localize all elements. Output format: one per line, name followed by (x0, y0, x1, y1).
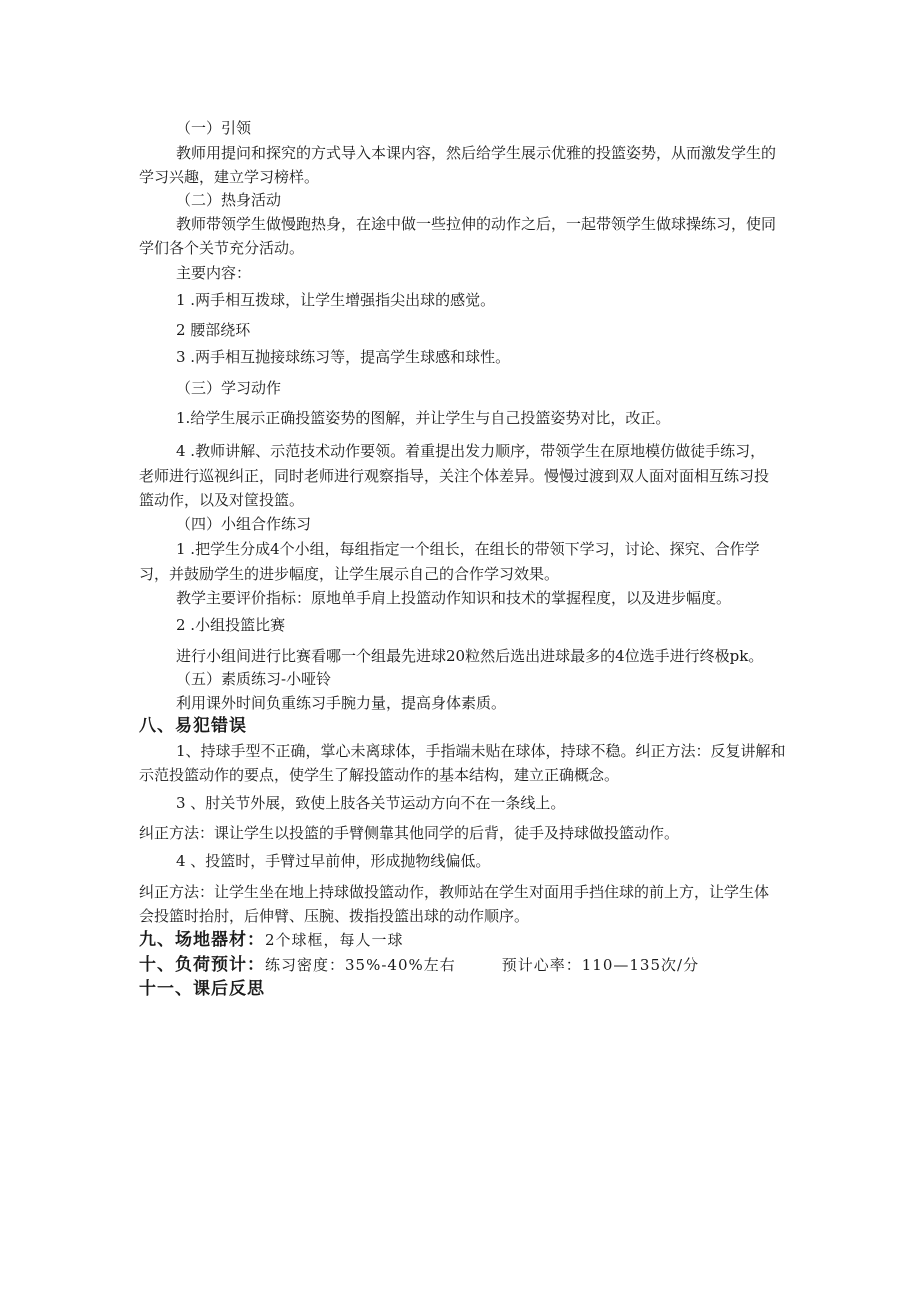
section-4-item-2: 2 .小组投篮比赛 (176, 616, 286, 634)
section-5-title: （五）素质练习-小哑铃 (176, 670, 332, 688)
equipment-heading: 九、场地器材： (139, 930, 265, 950)
equipment-text: 2个球框，每人一球 (265, 931, 404, 949)
section-2-item-1: 1 .两手相互拨球，让学生增强指尖出球的感觉。 (176, 291, 496, 309)
error-3-correction: 纠正方法：课让学生以投篮的手臂侧靠其他同学的后背，徒手及持球做投篮动作。 (139, 824, 680, 842)
section-3-item-4-line-2: 老师进行巡视纠正，同时老师进行观察指导，关注个体差异。慢慢过渡到双人面对面相互练习投 (139, 467, 770, 485)
error-4-correction-line-1: 纠正方法：让学生坐在地上持球做投篮动作，教师站在学生对面用手挡住球的前上方，让学生体 (139, 883, 770, 901)
section-4-title: （四）小组合作练习 (176, 515, 312, 533)
equipment-line (139, 930, 404, 950)
section-1-paragraph-line-2: 学习兴趣，建立学习榜样。 (139, 168, 320, 186)
section-5-paragraph: 利用课外时间负重练习手腕力量，提高身体素质。 (176, 694, 507, 712)
error-1-line-2: 示范投篮动作的要点，使学生了解投篮动作的基本结构，建立正确概念。 (139, 766, 620, 784)
section-4-item-2-paragraph: 进行小组间进行比赛看哪一个组最先进球20粒然后选出进球最多的4位选手进行终极pk。 (176, 647, 764, 665)
section-2-title: （二）热身活动 (176, 191, 282, 209)
error-4: 4 、投篮时，手臂过早前伸，形成抛物线偏低。 (176, 852, 491, 870)
section-2-main-content-label: 主要内容： (176, 264, 252, 282)
load-heading: 十、负荷预计： (139, 955, 265, 975)
section-1-title: （一）引领 (176, 119, 252, 137)
reflection-heading: 十一、课后反思 (139, 979, 265, 999)
load-density: 练习密度：35%-40%左右 (265, 956, 456, 974)
section-3-item-4-line-1: 4 .教师讲解、示范技术动作要领。着重提出发力顺序，带领学生在原地模仿做徒手练习， (176, 442, 766, 460)
section-2-item-2: 2 腰部绕环 (176, 321, 251, 339)
load-line (139, 955, 699, 975)
error-1-line-1: 1、持球手型不正确，掌心未离球体，手指端未贴在球体，持球不稳。纠正方法：反复讲解和 (176, 742, 786, 760)
section-4-item-1-line-2: 习，并鼓励学生的进步幅度，让学生展示自己的合作学习效果。 (139, 565, 560, 583)
section-3-item-1: 1.给学生展示正确投篮姿势的图解，并让学生与自己投篮姿势对比，改正。 (176, 409, 671, 427)
section-3-item-4-line-3: 篮动作，以及对筐投篮。 (139, 491, 305, 509)
section-2-paragraph-line-1: 教师带领学生做慢跑热身，在途中做一些拉伸的动作之后，一起带领学生做球操练习，使同 (176, 215, 777, 233)
section-4-evaluation: 教学主要评价指标：原地单手肩上投篮动作知识和技术的掌握程度，以及进步幅度。 (176, 589, 732, 607)
section-4-item-1-line-1: 1 .把学生分成4个小组，每组指定一个组长，在组长的带领下学习，讨论、探究、合作学 (176, 540, 760, 558)
section-2-paragraph-line-2: 学们各个关节充分活动。 (139, 239, 305, 257)
section-1-paragraph-line-1: 教师用提问和探究的方式导入本课内容，然后给学生展示优雅的投篮姿势，从而激发学生的 (176, 144, 777, 162)
section-3-title: （三）学习动作 (176, 379, 282, 397)
section-2-item-3: 3 .两手相互抛接球练习等，提高学生球感和球性。 (176, 348, 511, 366)
errors-heading: 八、易犯错误 (139, 716, 247, 736)
error-4-correction-line-2: 会投篮时抬肘，后伸臂、压腕、拨指投篮出球的动作顺序。 (139, 907, 530, 925)
load-heart-rate: 预计心率：110—135次/分 (501, 956, 700, 974)
error-3: 3 、肘关节外展，致使上肢各关节运动方向不在一条线上。 (176, 794, 566, 812)
